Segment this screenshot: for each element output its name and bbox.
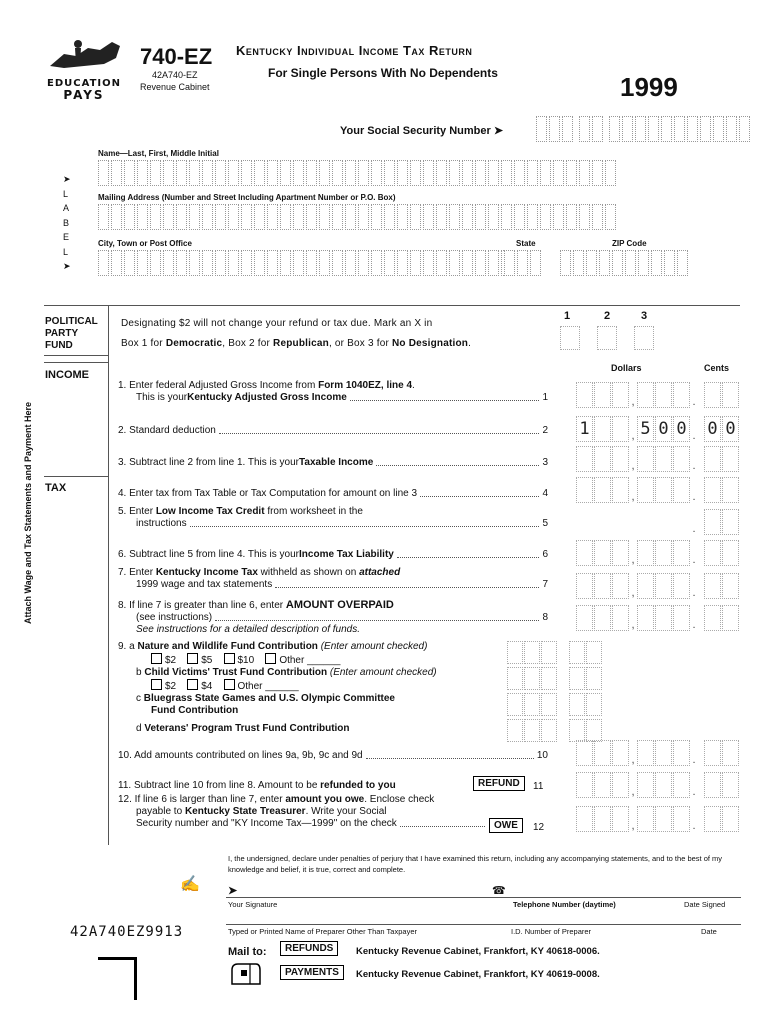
line9-block [118, 641, 518, 735]
line3-taxable-income: Taxable Income [299, 457, 374, 468]
ssn-label: Your Social Security Number ➤ [340, 125, 504, 137]
payments-tag: PAYMENTS [280, 965, 344, 980]
line9a-title: Nature and Wildlife Fund Contribution [137, 641, 318, 652]
line9a-prefix: 9. a [118, 641, 138, 652]
corner-mark [98, 957, 137, 1000]
city-input[interactable] [98, 250, 512, 276]
line2-digit[interactable]: 5 [637, 416, 654, 442]
thousands-separator: , [631, 587, 635, 599]
line6-digit[interactable] [576, 540, 593, 566]
line10-digit[interactable] [612, 740, 629, 766]
line9a-check-2[interactable] [151, 653, 162, 664]
line11-digit[interactable] [612, 772, 629, 798]
line8-c: (see instructions) [136, 612, 213, 623]
address-input[interactable] [98, 204, 616, 230]
line9a-check-other[interactable] [265, 653, 276, 664]
line3-digit[interactable] [673, 446, 690, 472]
line7-a: 7. Enter [118, 567, 156, 578]
name-label: Name—Last, First, Middle Initial [98, 149, 219, 158]
label-letter-l2: L [63, 246, 69, 257]
line6-digit[interactable] [655, 540, 672, 566]
line12-f: . Write your Social [305, 806, 387, 817]
line8-amount[interactable] [576, 605, 739, 631]
line1-digit[interactable] [655, 382, 672, 408]
line1-d: This is your [136, 392, 188, 403]
line9b-check-other[interactable] [224, 679, 235, 690]
line7-text [118, 567, 548, 591]
divider-tax [44, 476, 108, 477]
thousands-separator: , [631, 754, 635, 766]
line9b-opt-other: Other ______ [237, 681, 299, 692]
line4-number: 4 [542, 488, 548, 499]
line9b-prefix: b [136, 667, 145, 678]
political-republican: Republican [273, 338, 329, 349]
line9d-prefix: d [136, 723, 145, 734]
form-id-code: 42A740EZ9913 [70, 924, 184, 940]
refund-tag: REFUND [473, 776, 525, 791]
line1-kagi: Kentucky Adjusted Gross Income [187, 392, 347, 403]
line6-cents-digit[interactable] [722, 540, 739, 566]
line12-c: . Enclose check [364, 794, 435, 805]
line12-cents-digit[interactable] [722, 806, 739, 832]
line7-attached: attached [359, 567, 401, 578]
line3-digit[interactable] [576, 446, 593, 472]
line9b-check-4[interactable] [187, 679, 198, 690]
line4-label: 4. Enter tax from Tax Table or Tax Computation for amount on line 3 [118, 488, 418, 499]
line8-digit[interactable] [594, 605, 611, 631]
line3-digit[interactable] [637, 446, 654, 472]
line11-a: 11. Subtract line 10 from line 8. Amount to be [118, 780, 321, 791]
decimal-separator: . [692, 820, 696, 832]
political-heading [45, 316, 98, 352]
line5-c: from worksheet in the [264, 506, 363, 517]
line7-e: 1999 wage and tax statements [136, 579, 273, 590]
political-text-2a: Box 1 for [121, 338, 166, 349]
line9a-opt-other: Other ______ [279, 655, 341, 666]
telephone-icon: ☎ [492, 885, 506, 897]
line2-amount[interactable] [576, 416, 739, 442]
political-heading-line1: POLITICAL [45, 316, 98, 327]
party-box-3-label: 3 [641, 310, 648, 322]
thousands-separator: , [631, 820, 635, 832]
line3-digit[interactable] [612, 446, 629, 472]
decimal-separator: . [692, 491, 696, 503]
refunds-address: Kentucky Revenue Cabinet, Frankfort, KY 40618-0006. [356, 946, 600, 957]
line12-cents-digit[interactable] [704, 806, 721, 832]
line6-digit[interactable] [673, 540, 690, 566]
party-box-2[interactable] [597, 326, 617, 350]
decimal-separator: . [692, 523, 696, 535]
line8-digit[interactable] [576, 605, 593, 631]
cents-header: Cents [704, 363, 730, 373]
decimal-separator: . [692, 460, 696, 472]
mail-to-label: Mail to: [228, 946, 267, 958]
divider-income [44, 362, 108, 363]
state-label: State [516, 239, 536, 248]
thousands-separator: , [631, 491, 635, 503]
line2-digit[interactable] [594, 416, 611, 442]
line1-c: . [412, 380, 415, 391]
line11-cents-digit[interactable] [704, 772, 721, 798]
line11-cents-digit[interactable] [722, 772, 739, 798]
line12-d: payable to [136, 806, 185, 817]
party-box-1[interactable] [560, 326, 580, 350]
divider-top [44, 305, 740, 306]
line5-cents-digit[interactable] [704, 509, 721, 535]
line5-text [118, 506, 548, 530]
political-text-2c: , Box 2 for [222, 338, 274, 349]
name-input[interactable] [98, 160, 616, 186]
kentucky-silhouette-icon [44, 36, 124, 76]
preparer-id-label: I.D. Number of Preparer [511, 927, 592, 936]
line1-form-ref: Form 1040EZ, line 4 [318, 380, 413, 391]
thousands-separator: , [631, 460, 635, 472]
decimal-separator: . [692, 554, 696, 566]
line8-cents-digit[interactable] [722, 605, 739, 631]
label-letter-l: L [63, 188, 69, 199]
thousands-separator: , [631, 430, 635, 442]
sign-here-icon: ✍ [180, 876, 200, 893]
line6-text [118, 549, 548, 561]
thousands-separator: , [631, 786, 635, 798]
preparer-label: Typed or Printed Name of Preparer Other Than Taxpayer [228, 927, 417, 936]
line1-cents-digit[interactable] [722, 382, 739, 408]
party-box-1-label: 1 [564, 310, 571, 322]
line11-text [118, 780, 396, 791]
owe-tag: OWE [489, 818, 523, 833]
line7-number: 7 [542, 579, 548, 590]
left-column-divider [108, 305, 109, 845]
line12-digit[interactable] [655, 806, 672, 832]
line1-digit[interactable] [594, 382, 611, 408]
line3-number: 3 [542, 457, 548, 468]
line1-digit[interactable] [673, 382, 690, 408]
line7-digit[interactable] [673, 573, 690, 599]
line3-cents-digit[interactable] [704, 446, 721, 472]
decimal-separator: . [692, 430, 696, 442]
line5-amount[interactable] [576, 509, 739, 535]
decimal-separator: . [692, 786, 696, 798]
mailbox-icon [228, 962, 262, 989]
line11-digit[interactable] [637, 772, 654, 798]
line9a-check-5[interactable] [187, 653, 198, 664]
line3-digit[interactable] [655, 446, 672, 472]
line4-digit[interactable] [594, 477, 611, 503]
line8-cents-digit[interactable] [704, 605, 721, 631]
refunds-tag: REFUNDS [280, 941, 338, 956]
line5-credit: Low Income Tax Credit [155, 506, 265, 517]
line4-digit[interactable] [612, 477, 629, 503]
thousands-separator: , [631, 619, 635, 631]
line7-digit[interactable] [655, 573, 672, 599]
line8-text [118, 599, 548, 636]
line1-number: 1 [542, 392, 548, 403]
line12-digit[interactable] [673, 806, 690, 832]
line2-text [118, 425, 548, 437]
address-label: Mailing Address (Number and Street Including Apartment Number or P.O. Box) [98, 193, 396, 202]
zip-label: ZIP Code [612, 239, 647, 248]
line12-digit[interactable] [594, 806, 611, 832]
line1-digit[interactable] [576, 382, 593, 408]
line9a-check-10[interactable] [224, 653, 235, 664]
line6-digit[interactable] [637, 540, 654, 566]
decimal-separator: . [692, 587, 696, 599]
line5-number: 5 [542, 518, 548, 529]
party-box-2-label: 2 [604, 310, 611, 322]
line4-cents-digit[interactable] [722, 477, 739, 503]
income-heading: INCOME [45, 369, 89, 381]
line12-owe: amount you owe [285, 794, 365, 805]
line8-digit[interactable] [637, 605, 654, 631]
line9-amount-boxes[interactable] [507, 641, 615, 742]
line10-amount[interactable] [576, 740, 739, 766]
line10-digit[interactable] [576, 740, 593, 766]
line12-a: 12. If line 6 is larger than line 7, enter [118, 794, 286, 805]
line3-a: 3. Subtract line 2 from line 1. This is your [118, 457, 300, 468]
line7-ky-tax: Kentucky Income Tax [155, 567, 258, 578]
tax-heading: TAX [45, 482, 67, 494]
line6-digit[interactable] [612, 540, 629, 566]
political-heading-line2: PARTY [45, 328, 79, 339]
line1-a: 1. Enter federal Adjusted Gross Income from [118, 380, 319, 391]
zip-input[interactable] [560, 250, 688, 276]
line7-digit[interactable] [594, 573, 611, 599]
political-underline [44, 355, 108, 356]
line5-d: instructions [136, 518, 187, 529]
date-label: Date [701, 927, 717, 936]
line10-cents-digit[interactable] [704, 740, 721, 766]
line1-amount[interactable] [576, 382, 739, 408]
line4-cents-digit[interactable] [704, 477, 721, 503]
line10-number: 10 [536, 750, 548, 761]
line12-treasurer: Kentucky State Treasurer [184, 806, 306, 817]
line4-digit[interactable] [673, 477, 690, 503]
line8-digit[interactable] [612, 605, 629, 631]
line12-digit[interactable] [637, 806, 654, 832]
line2-digit[interactable]: 0 [673, 416, 690, 442]
form-subtitle: For Single Persons With No Dependents [268, 66, 498, 80]
line2-digit[interactable]: 0 [655, 416, 672, 442]
line11-digit[interactable] [673, 772, 690, 798]
date-signed-label: Date Signed [684, 900, 726, 909]
line8-overpaid: AMOUNT OVERPAID [285, 599, 394, 611]
line1-digit[interactable] [612, 382, 629, 408]
declaration: I, the undersigned, declare under penalties of perjury that I have examined this return, including any accompanying statements, and to the best of my knowledge and belief, it is true, correct and complete. [228, 854, 723, 874]
line7-amount[interactable] [576, 573, 739, 599]
decimal-separator: . [692, 619, 696, 631]
line2-cents-digit[interactable]: 0 [722, 416, 739, 442]
line9b-title: Child Victims' Trust Fund Contribution [144, 667, 328, 678]
side-instruction: Attach Wage and Tax Statements and Payment Here [23, 401, 33, 625]
political-democratic: Democratic [165, 338, 223, 349]
line4-amount[interactable] [576, 477, 739, 503]
line7-digit[interactable] [637, 573, 654, 599]
label-arrow-bottom: ➤ [63, 261, 71, 271]
line1-text [118, 380, 548, 404]
tax-year: 1999 [620, 72, 678, 102]
line8-digit[interactable] [673, 605, 690, 631]
line10-digit[interactable] [673, 740, 690, 766]
thousands-separator: , [631, 554, 635, 566]
signature-arrow-icon: ➤ [228, 885, 238, 897]
agency-name: Revenue Cabinet [140, 82, 210, 92]
label-letter-b: B [63, 217, 70, 228]
line10-label: 10. Add amounts contributed on lines 9a, 9b, 9c and 9d [118, 750, 363, 761]
political-text-2 [121, 338, 471, 349]
line10-digit[interactable] [594, 740, 611, 766]
line7-cents-digit[interactable] [704, 573, 721, 599]
line6-amount[interactable] [576, 540, 739, 566]
line7-c: withheld as shown on [257, 567, 360, 578]
party-box-3[interactable] [634, 326, 654, 350]
city-label: City, Town or Post Office [98, 239, 192, 248]
education-pays-logo [44, 36, 124, 102]
line8-digit[interactable] [655, 605, 672, 631]
line9c-title: Bluegrass State Games and U.S. Olympic Committee [143, 693, 395, 704]
line11-refunded: refunded to you [320, 780, 396, 791]
line9c-title-2: Fund Contribution [151, 705, 239, 716]
line12-digit[interactable] [576, 806, 593, 832]
line9b-hint: (Enter amount checked) [327, 667, 437, 678]
line11-amount[interactable] [576, 772, 739, 798]
decimal-separator: . [692, 396, 696, 408]
line4-digit[interactable] [655, 477, 672, 503]
line1-cents-digit[interactable] [704, 382, 721, 408]
dollars-header: Dollars [611, 363, 642, 373]
line6-a: 6. Subtract line 5 from line 4. This is your [118, 549, 300, 560]
line10-text [118, 750, 548, 762]
preparer-line[interactable] [226, 924, 741, 925]
line8-note: See instructions for a detailed description of funds. [136, 624, 361, 635]
logo-line1: EDUCATION [47, 78, 121, 89]
form-title: Kentucky Individual Income Tax Return [236, 43, 473, 58]
line2-cents-digit[interactable]: 0 [704, 416, 721, 442]
line4-text [118, 488, 548, 500]
line12-digit[interactable] [612, 806, 629, 832]
line5-a: 5. Enter [118, 506, 156, 517]
line2-number: 2 [542, 425, 548, 436]
label-letter-e: E [63, 232, 70, 242]
political-no-designation: No Designation [391, 338, 469, 349]
political-heading-line3: FUND [45, 340, 73, 351]
form-number: 740-EZ [140, 44, 213, 69]
line2-label: 2. Standard deduction [118, 425, 216, 436]
line4-digit[interactable] [576, 477, 593, 503]
line3-amount[interactable] [576, 446, 739, 472]
line6-liability: Income Tax Liability [299, 549, 394, 560]
line4-digit[interactable] [637, 477, 654, 503]
label-arrow-top: ➤ [63, 174, 71, 184]
line11-number: 11 [533, 781, 544, 792]
line12-amount[interactable] [576, 806, 739, 832]
line12-number: 12 [533, 822, 545, 833]
label-side-letters [63, 172, 71, 274]
line12-g: Security number and "KY Income Tax—1999" on the check [136, 818, 397, 829]
line10-digit[interactable] [637, 740, 654, 766]
line11-digit[interactable] [594, 772, 611, 798]
signature-line[interactable] [226, 897, 741, 898]
state-input[interactable] [504, 250, 541, 276]
line3-digit[interactable] [594, 446, 611, 472]
line9a-opt-5: $5 [201, 655, 213, 666]
line11-digit[interactable] [576, 772, 593, 798]
line6-number: 6 [542, 549, 548, 560]
logo-line2: PAYS [63, 88, 105, 102]
ssn-input[interactable] [536, 116, 750, 142]
line9c-prefix: c [136, 693, 144, 704]
line3-cents-digit[interactable] [722, 446, 739, 472]
line9d-title: Veterans' Program Trust Fund Contribution [144, 723, 350, 734]
line1-digit[interactable] [637, 382, 654, 408]
thousands-separator: , [631, 396, 635, 408]
political-text-2g: . [468, 338, 472, 349]
line2-digit[interactable]: 1 [576, 416, 593, 442]
payments-address: Kentucky Revenue Cabinet, Frankfort, KY 40619-0008. [356, 969, 600, 980]
line9b-opt-2: $2 [165, 681, 177, 692]
line2-digit[interactable] [612, 416, 629, 442]
line5-cents-digit[interactable] [722, 509, 739, 535]
line9a-hint: (Enter amount checked) [317, 641, 428, 652]
line11-digit[interactable] [655, 772, 672, 798]
line8-a: 8. If line 7 is greater than line 6, enter [118, 600, 286, 611]
line7-digit[interactable] [612, 573, 629, 599]
label-letter-a: A [63, 203, 70, 213]
form-code: 42A740-EZ [152, 70, 198, 80]
line9b-opt-4: $4 [201, 681, 213, 692]
line3-text [118, 457, 548, 469]
line10-digit[interactable] [655, 740, 672, 766]
line8-number: 8 [542, 612, 548, 623]
political-text-2e: , or Box 3 for [328, 338, 392, 349]
line6-digit[interactable] [594, 540, 611, 566]
line9b-check-2[interactable] [151, 679, 162, 690]
your-signature-label: Your Signature [228, 900, 278, 909]
line7-digit[interactable] [576, 573, 593, 599]
line12-text [118, 794, 488, 830]
phone-label: Telephone Number (daytime) [513, 900, 616, 909]
line6-cents-digit[interactable] [704, 540, 721, 566]
line9a-opt-2: $2 [165, 655, 177, 666]
line10-cents-digit[interactable] [722, 740, 739, 766]
line9a-opt-10: $10 [237, 655, 255, 666]
decimal-separator: . [692, 754, 696, 766]
line7-cents-digit[interactable] [722, 573, 739, 599]
political-text-1: Designating $2 will not change your refund or tax due. Mark an X in [121, 318, 433, 329]
